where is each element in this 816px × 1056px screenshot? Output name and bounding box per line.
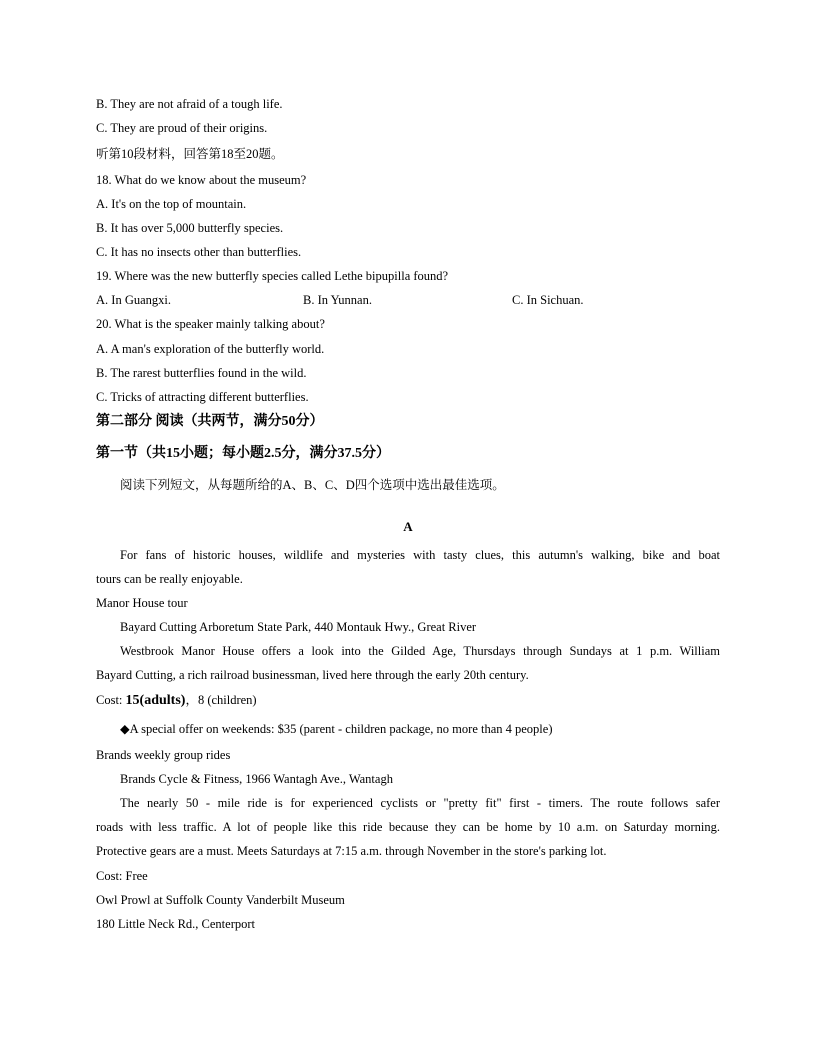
option-b: B. They are not afraid of a tough life. (96, 97, 283, 111)
question-18: 18. What do we know about the museum? (96, 173, 307, 187)
reading-instruction: 阅读下列短文，从每题所给的A、B、C、D四个选项中选出最佳选项。 (120, 478, 505, 492)
brands-cost: Cost: Free (96, 869, 148, 883)
brands-desc-line-2: roads with less traffic. A lot of people like this ride because they can be home by 10 a.m. on Saturday morning. (96, 820, 720, 834)
intro-line-2: tours can be really enjoyable. (96, 572, 243, 586)
option-c: C. They are proud of their origins. (96, 121, 268, 135)
brands-desc-line-1: The nearly 50 - mile ride is for experienced cyclists or "pretty fit" first - timers. The route follows safer (120, 796, 720, 810)
passage-label: A (403, 519, 413, 534)
q20-option-a: A. A man's exploration of the butterfly world. (96, 342, 325, 356)
manor-cost (96, 692, 257, 709)
brands-desc-line-3: Protective gears are a must. Meets Saturdays at 7:15 a.m. through November in the store's parking lot. (96, 844, 607, 858)
listening-instruction: 听第10段材料，回答第18至20题。 (96, 147, 284, 161)
manor-address: Bayard Cutting Arboretum State Park, 440 Montauk Hwy., Great River (120, 620, 477, 634)
manor-cost-label: Cost: (96, 693, 126, 707)
question-19: 19. Where was the new butterfly species called Lethe bipupilla found? (96, 269, 449, 283)
manor-title: Manor House tour (96, 596, 188, 610)
q20-option-c: C. Tricks of attracting different butterflies. (96, 390, 309, 404)
owl-title: Owl Prowl at Suffolk County Vanderbilt Museum (96, 893, 345, 907)
q18-option-c: C. It has no insects other than butterflies. (96, 245, 302, 259)
question-20: 20. What is the speaker mainly talking about? (96, 317, 325, 331)
manor-offer: ◆A special offer on weekends: $35 (parent - children package, no more than 4 people) (120, 722, 553, 736)
intro-line-1: For fans of historic houses, wildlife and mysteries with tasty clues, this autumn's walking, bike and boat (120, 548, 720, 562)
q19-option-b: B. In Yunnan. (303, 293, 372, 307)
manor-desc-line-1: Westbrook Manor House offers a look into the Gilded Age, Thursdays through Sundays at 1 p.m. William (120, 644, 720, 658)
q20-option-b: B. The rarest butterflies found in the wild. (96, 366, 307, 380)
section1-title: 第一节（共15小题；每小题2.5分，满分37.5分） (96, 446, 390, 461)
q19-option-a: A. In Guangxi. (96, 293, 171, 307)
manor-desc-line-2: Bayard Cutting, a rich railroad businessman, lived here through the early 20th century. (96, 668, 529, 682)
q18-option-a: A. It's on the top of mountain. (96, 197, 247, 211)
owl-address: 180 Little Neck Rd., Centerport (96, 917, 255, 931)
brands-address: Brands Cycle & Fitness, 1966 Wantagh Ave., Wantagh (120, 772, 393, 786)
brands-title: Brands weekly group rides (96, 748, 231, 762)
manor-cost-children: ，8 (children) (185, 693, 257, 707)
manor-cost-adults: 15(adults) (125, 693, 186, 708)
q18-option-b: B. It has over 5,000 butterfly species. (96, 221, 284, 235)
part2-title: 第二部分 阅读（共两节，满分50分） (96, 414, 324, 429)
q19-option-c: C. In Sichuan. (512, 293, 584, 307)
